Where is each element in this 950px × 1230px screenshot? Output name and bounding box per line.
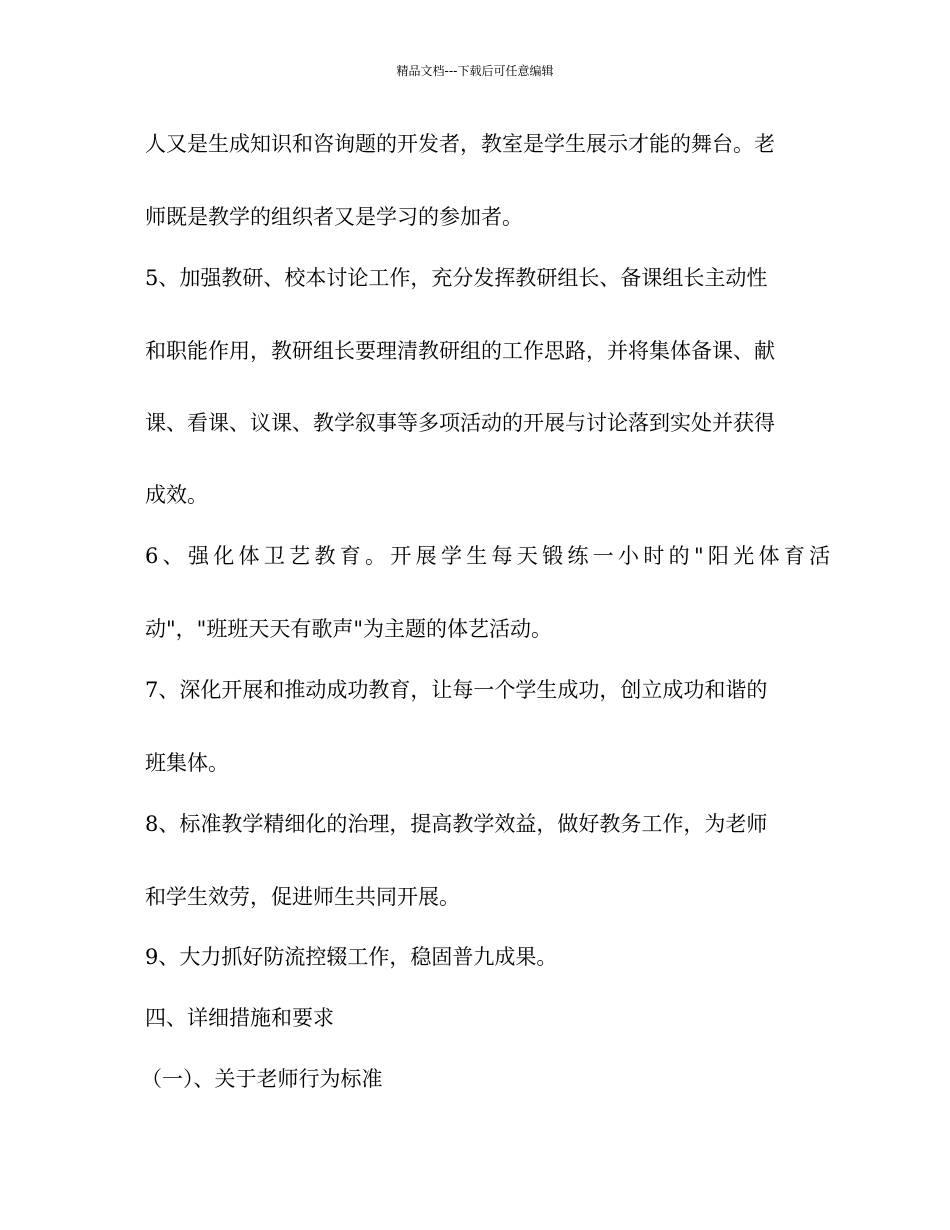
body-line: 动"，"班班天天有歌声"为主题的体艺活动。	[145, 617, 552, 641]
body-line: 成效。	[145, 483, 208, 507]
body-line: 5、加强教研、校本讨论工作，充分发挥教研组长、备课组长主动性	[145, 266, 768, 290]
body-line: 班集体。	[145, 751, 229, 775]
body-line: 6、强化体卫艺教育。开展学生每天锻练一小时的"阳光体育活	[145, 544, 835, 568]
body-line: 9、大力抓好防流控辍工作，稳固普九成果。	[145, 945, 558, 969]
body-line: 8、标准教学精细化的治理，提高教学效益，做好教务工作，为老师	[145, 812, 768, 836]
body-line: 和学生效劳，促进师生共同开展。	[145, 885, 460, 909]
section-heading: 四、详细措施和要求	[145, 1006, 334, 1030]
body-line: 课、看课、议课、教学叙事等多项活动的开展与讨论落到实处并获得	[145, 411, 775, 435]
body-line: 和职能作用，教研组长要理清教研组的工作思路，并将集体备课、献	[145, 339, 775, 363]
body-line: 师既是教学的组织者又是学习的参加者。	[145, 205, 523, 229]
body-line: 7、深化开展和推动成功教育，让每一个学生成功，创立成功和谐的	[145, 678, 768, 702]
subsection-heading: （一）、关于老师行为标准	[141, 1067, 383, 1091]
page-header: 精品文档---下载后可任意编辑	[396, 64, 554, 78]
body-line: 人又是生成知识和咨询题的开发者，教室是学生展示才能的舞台。老	[145, 132, 775, 156]
